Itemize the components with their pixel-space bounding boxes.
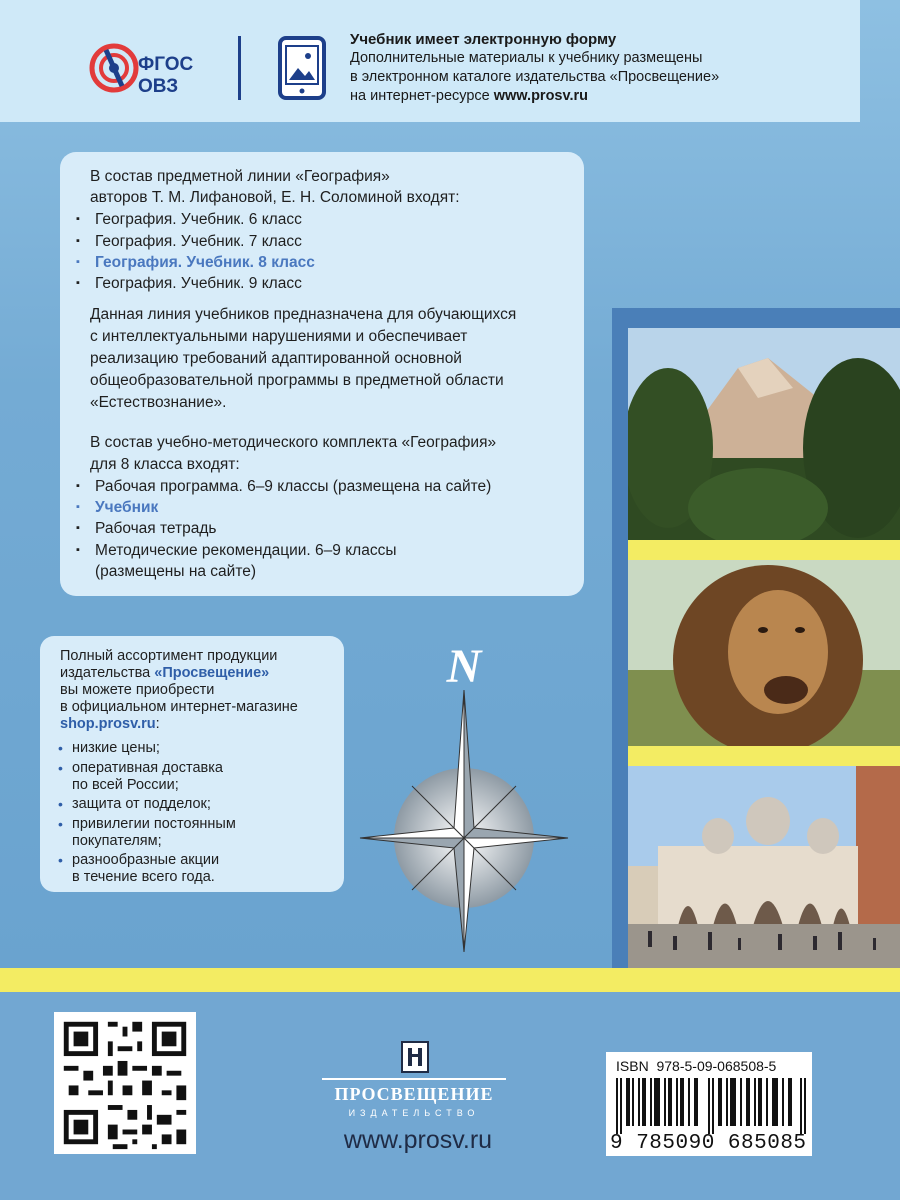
photo-separator xyxy=(628,746,900,766)
shop-line5: shop.prosv.ru: xyxy=(60,716,160,732)
publisher-sub: ИЗДАТЕЛЬСТВО xyxy=(348,1108,480,1118)
prosv-link[interactable]: www.prosv.ru xyxy=(493,88,589,104)
prosveshchenie-emblem-icon xyxy=(400,1040,430,1074)
lion-photo xyxy=(628,560,900,746)
intro-line2: авторов Т. М. Лифановой, Е. Н. Соломиной входят: xyxy=(90,189,460,206)
eform-line3: на интернет-ресурсе www.prosv.ru xyxy=(350,88,589,104)
eform-title: Учебник имеет электронную форму xyxy=(350,31,617,48)
photo-separator xyxy=(628,540,900,560)
qr-code-icon[interactable] xyxy=(54,1012,196,1154)
shop-card xyxy=(40,636,344,892)
tablet-icon xyxy=(278,36,326,100)
desc-line: Данная линия учебников предназначена для обучающихся xyxy=(90,306,517,323)
kit-item-cont: (размещены на сайте) xyxy=(95,563,257,580)
mountain-photo xyxy=(628,328,900,540)
isbn-box xyxy=(606,1052,812,1156)
shop-bullet: • защита от подделок; xyxy=(58,796,211,813)
eform-line1: Дополнительные материалы к учебнику размещены xyxy=(350,50,703,66)
fgos-line1: ФГОС xyxy=(138,54,194,75)
compass-rose-icon xyxy=(352,630,576,960)
shop-line4: в официальном интернет-магазине xyxy=(60,699,298,715)
barcode-digits: 9 785090 685085 xyxy=(610,1132,807,1155)
desc-line: реализацию требований адаптированной основной xyxy=(90,350,462,367)
fgos-text xyxy=(138,54,193,98)
top-banner xyxy=(0,0,860,122)
isbn-label: ISBN 978-5-09-068508-5 xyxy=(616,1058,777,1074)
publisher-name: ПРОСВЕЩЕНИЕ xyxy=(334,1084,494,1104)
desc-line: общеобразовательной программы в предметной области xyxy=(90,372,504,389)
venice-photo xyxy=(628,766,900,970)
yellow-strip xyxy=(0,968,900,992)
kit-intro2: для 8 класса входят: xyxy=(90,456,240,473)
kit-intro1: В состав учебно-методического комплекта «География» xyxy=(90,434,497,451)
shop-bullet: • разнообразные акции в течение всего года. xyxy=(58,852,219,886)
publisher-logo xyxy=(322,1040,506,1126)
shop-bullet: • низкие цены; xyxy=(58,740,160,757)
shop-bullet: • оперативная доставка по всей России; xyxy=(58,760,223,794)
logo-rule xyxy=(322,1078,506,1080)
barcode-icon xyxy=(616,1078,806,1134)
intro-line1: В состав предметной линии «География» xyxy=(90,168,390,185)
isbn-number: 978-5-09-068508-5 xyxy=(656,1058,777,1074)
eform-block xyxy=(350,30,850,106)
fgos-line2: ОВЗ xyxy=(138,76,179,97)
prosv-brand: «Просвещение» xyxy=(154,665,270,681)
desc-line: «Естествознание». xyxy=(90,394,227,411)
banner-divider xyxy=(238,36,241,100)
desc-line: с интеллектуальными нарушениями и обеспечивает xyxy=(90,328,468,345)
subject-line-card: В состав предметной линии «География» авторов Т. М. Лифановой, Е. Н. Соломиной входят: География. Учебник. 6 класс География. Учебник. 7 класс География. Учебник. 8 класс География. Учебник. 9 класс Данная линия учебников предназначена для обучающихся с интеллектуальными нарушениями и обеспечивает реализацию требований адаптированной основной общеобразовательной программы в предметной области «Естествознание». В состав учебно-методического комплекта «География» для 8 класса входят: Рабочая программа. 6–9 классы (размещена на сайте) Учебник Рабочая тетрадь Методические рекомендации. 6–9 классы (размещены на сайте) xyxy=(60,152,584,596)
publisher-url[interactable]: www.prosv.ru xyxy=(343,1126,493,1154)
eform-line2: в электронном каталоге издательства «Просвещение» xyxy=(350,69,720,85)
shop-line3: вы можете приобрести xyxy=(60,682,215,698)
shop-bullet: • привилегии постоянным покупателям; xyxy=(58,816,236,850)
shop-line1: Полный ассортимент продукции xyxy=(60,648,278,664)
shop-line2: издательства «Просвещение» xyxy=(60,665,270,681)
compass-letter: N xyxy=(446,640,482,693)
shop-link[interactable]: shop.prosv.ru xyxy=(60,716,156,732)
